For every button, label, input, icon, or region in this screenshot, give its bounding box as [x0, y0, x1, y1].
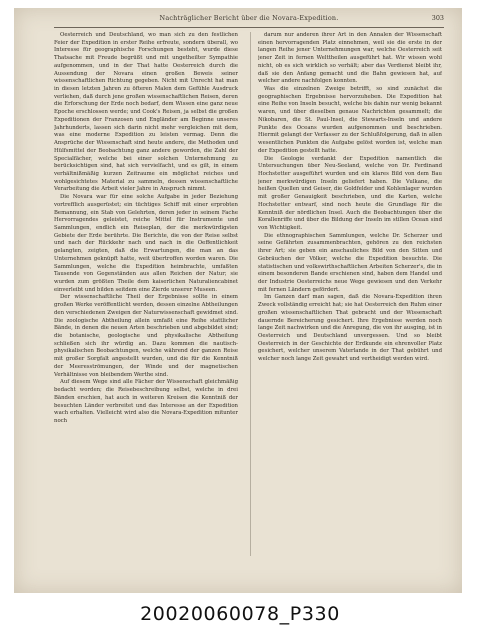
right-column	[258, 32, 442, 558]
paragraph: Im Ganzen darf man sagen, daß die Novara-Expedition ihren Zweck vollständig erreicht hat; sie hat Oesterreich den Ruhm einer großen wissenschaftlichen That gebracht und der Wissenschaft dauernde Bereicherung gesichert. Ihre Ergebnisse werden noch lange Zeit nachwirken und die Anregung, die von ihr ausging, ist in Oesterreich und Deutschland unvergessen. Und so bleibt Oesterreich in der Geschichte der Erdkunde ein ehrenvoller Platz gesichert, welcher unserem Vaterlande in der That gebührt und welcher noch lange Zeit gewahrt und vertheidigt werden wird.	[258, 294, 442, 363]
page-number: 303	[431, 14, 444, 22]
paragraph: Auf diesem Wege sind alle Fächer der Wissenschaft gleichmäßig bedacht worden; die Reisebeschreibung selbst, welche in drei Bänden erschien, hat auch in weiteren Kreisen die Kenntniß der besuchten Länder verbreitet und das Interesse an der Expedition wach erhalten. Vielleicht wird also die Novara-Expedition mitunter noch	[54, 379, 238, 424]
paragraph: Oesterreich und Deutschland, wo man sich zu den festlichen Feier der Expedition in erster Reihe erfreute, sondern überall, wo Interesse für geographische Forschungen besteht, wurde diese Thatsache mit Freude begrüßt und mit ungetheilter Sympathie aufgenommen, und in der That hatte Oesterreich durch die Aussendung der Novara einen großen Beweis seiner wissenschaftlichen Richtung gegeben. Nicht mit Unrecht hat man in diesen letzten Jahren zu öfteren Malen dem Gefühle Ausdruck verliehen, daß durch jene großen wissenschaftlichen Reisen, deren die Erforschung der Erde noch bedarf, dem Wissen eine ganz neue Epoche erschlossen werde; und Cook's Reisen, ja selbst die großen Expeditionen der Franzosen und Engländer am Beginne unseres Jahrhunderts, lassen sich darin nicht mehr vergleichen mit dem, was eine moderne Expedition zu leisten vermag. Denn die Ansprüche der Wissenschaft sind heute andere, die Methoden und Hülfsmittel der Beobachtung ganz andere geworden, die Zahl der Specialfächer, welche bei einer solchen Unternehmung zu berücksichtigen sind, hat sich vervielfacht, und es gilt, in einem verhältnißmäßig kurzen Zeitraume ein möglichst reiches und wohlgesichtetes Material zu sammeln, dessen wissenschaftliche Verarbeitung die Arbeit vieler Jahre in Anspruch nimmt.	[54, 32, 238, 193]
paragraph: Die Geologie verdankt der Expedition namentlich die Untersuchungen über Neu-Seeland, welche von Dr. Ferdinand Hochstetter ausgeführt wurden und ein klares Bild von dem Bau jener merkwürdigen Inseln geliefert haben. Die Vulkane, die heißen Quellen und Geiser, die Goldfelder und Kohlenlager wurden mit großer Genauigkeit beschrieben, und die Karten, welche Hochstetter entwarf, sind noch heute die Grundlage für die Kenntniß der nördlichen Insel. Auch die Beobachtungen über die Korallenriffe und über die Bildung der Inseln im stillen Ocean sind von Wichtigkeit.	[258, 155, 442, 231]
paragraph: Was die einzelnen Zweige betrifft, so sind zunächst die geographischen Ergebnisse hervorzuheben. Die Expedition hat eine Reihe von Inseln besucht, welche bis dahin nur wenig bekannt waren, und über dieselben genaue Nachrichten gesammelt; die Nikobaren, die St. Paul-Insel, die Stewarts-Inseln und andere Punkte des Oceans wurden aufgenommen und beschrieben. Hiermit gelangt der Verfasser zu der Schlußfolgerung, daß in allen wesentlichen Punkten die Aufgabe gelöst worden ist, welche man der Expedition gestellt hatte.	[258, 86, 442, 154]
header-rule	[54, 27, 444, 28]
running-title: Nachträglicher Bericht über die Novara-Expedition.	[159, 14, 339, 22]
left-column	[54, 32, 238, 558]
paragraph: Die Novara war für eine solche Aufgabe in jeder Beziehung vortrefflich ausgerüstet; ein tüchtiges Schiff mit einer erprobten Bemannung, ein Stab von Gelehrten, deren jeder in seinem Fache Hervorragendes geleistet, reiche Mittel für Instrumente und Sammlungen, endlich ein Reiseplan, der die merkwürdigsten Gebiete der Erde berührte. Die Berichte, die von der Reise selbst und nach der Rückkehr nach und nach in die Oeffentlichkeit gelangten, zeigten, daß die Erwartungen, die man an das Unternehmen geknüpft hatte, weit übertroffen worden waren. Die Sammlungen, welche die Expedition heimbrachte, umfaßten Tausende von Gegenständen aus allen Reichen der Natur; sie wurden zum größten Theile dem kaiserlichen Naturaliencabinet einverleibt und bilden seitdem eine Zierde unserer Museen.	[54, 194, 238, 293]
archive-identifier: 20020060078_P330	[140, 603, 340, 625]
page-header	[54, 14, 444, 28]
column-divider	[250, 32, 251, 556]
paragraph: darum nur anderen ihrer Art in den Annalen der Wissenschaft einen hervorragenden Platz einnehmen, weil sie die erste in der langen Reihe jener Unternehmungen war, welche Oesterreich seit jener Zeit in fernen Welttheilen ausgeführt hat. Wir wissen wohl nicht, ob es sich wirklich so verhält; aber das Verdienst bleibt ihr, daß sie den Anfang gemacht und die Bahn gewiesen hat, auf welcher andere nachfolgen konnten.	[258, 32, 442, 85]
paragraph: Die ethnographischen Sammlungen, welche Dr. Scherzer und seine Gefährten zusammenbrachten, gehören zu den reichsten ihrer Art; sie geben ein anschauliches Bild von den Sitten und Gebräuchen der Völker, welche die Expedition besuchte. Die statistischen und volkswirthschaftlichen Arbeiten Scherzer's, die in einem besonderen Bande erschienen sind, haben dem Handel und der Industrie Oesterreichs neue Wege gewiesen und den Verkehr mit fernen Ländern gefördert.	[258, 232, 442, 293]
paragraph: Der wissenschaftliche Theil der Ergebnisse sollte in einem großen Werke veröffentlicht werden, dessen einzelne Abtheilungen den verschiedenen Zweigen der Naturwissenschaft gewidmet sind. Die zoologische Abtheilung allein umfaßt eine Reihe stattlicher Bände, in denen die neuen Arten beschrieben und abgebildet sind; die botanische, geologische und physikalische Abtheilung schließen sich ihr würdig an. Dazu kommen die nautisch-physikalischen Beobachtungen, welche während der ganzen Reise mit großer Sorgfalt angestellt wurden, und die für die Kenntniß der Meeresströmungen, der Winde und der magnetischen Verhältnisse von bleibendem Werthe sind.	[54, 294, 238, 378]
scanned-page	[14, 8, 462, 593]
